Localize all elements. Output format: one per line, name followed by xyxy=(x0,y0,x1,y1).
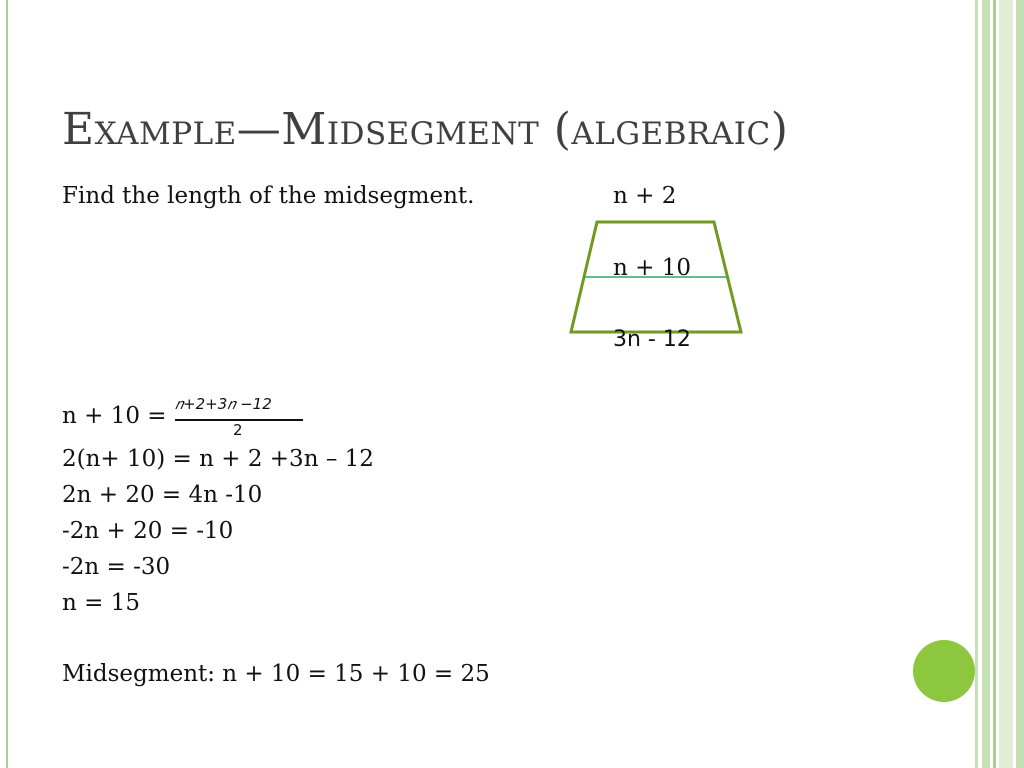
decorative-green-dot xyxy=(913,640,975,702)
right-stripe xyxy=(999,0,1013,768)
top-base-label: n + 2 xyxy=(613,183,677,209)
bottom-base-label: 3n - 12 xyxy=(613,327,691,352)
solution-step: 2(n+ 10) = n + 2 +3n – 12 xyxy=(62,446,374,472)
final-answer: Midsegment: n + 10 = 15 + 10 = 25 xyxy=(62,661,490,687)
solution-step: -2n = -30 xyxy=(62,554,171,580)
equation-lhs: n + 10 = xyxy=(62,403,167,429)
right-stripe xyxy=(982,0,990,768)
fraction-denominator: 2 xyxy=(233,421,243,439)
solution-step: -2n + 20 = -10 xyxy=(62,518,234,544)
right-stripe xyxy=(993,0,996,768)
midsegment-label: n + 10 xyxy=(613,255,691,281)
left-border-line xyxy=(6,0,8,768)
slide-title: Example—Midsegment (algebraic) xyxy=(62,104,789,155)
problem-prompt: Find the length of the midsegment. xyxy=(62,183,475,209)
fraction-numerator: 𝑛+2+3𝑛 −12 xyxy=(175,395,272,413)
solution-step: n = 15 xyxy=(62,590,140,616)
right-stripe xyxy=(1016,0,1024,768)
solution-step: 2n + 20 = 4n -10 xyxy=(62,482,263,508)
right-stripe xyxy=(975,0,978,768)
